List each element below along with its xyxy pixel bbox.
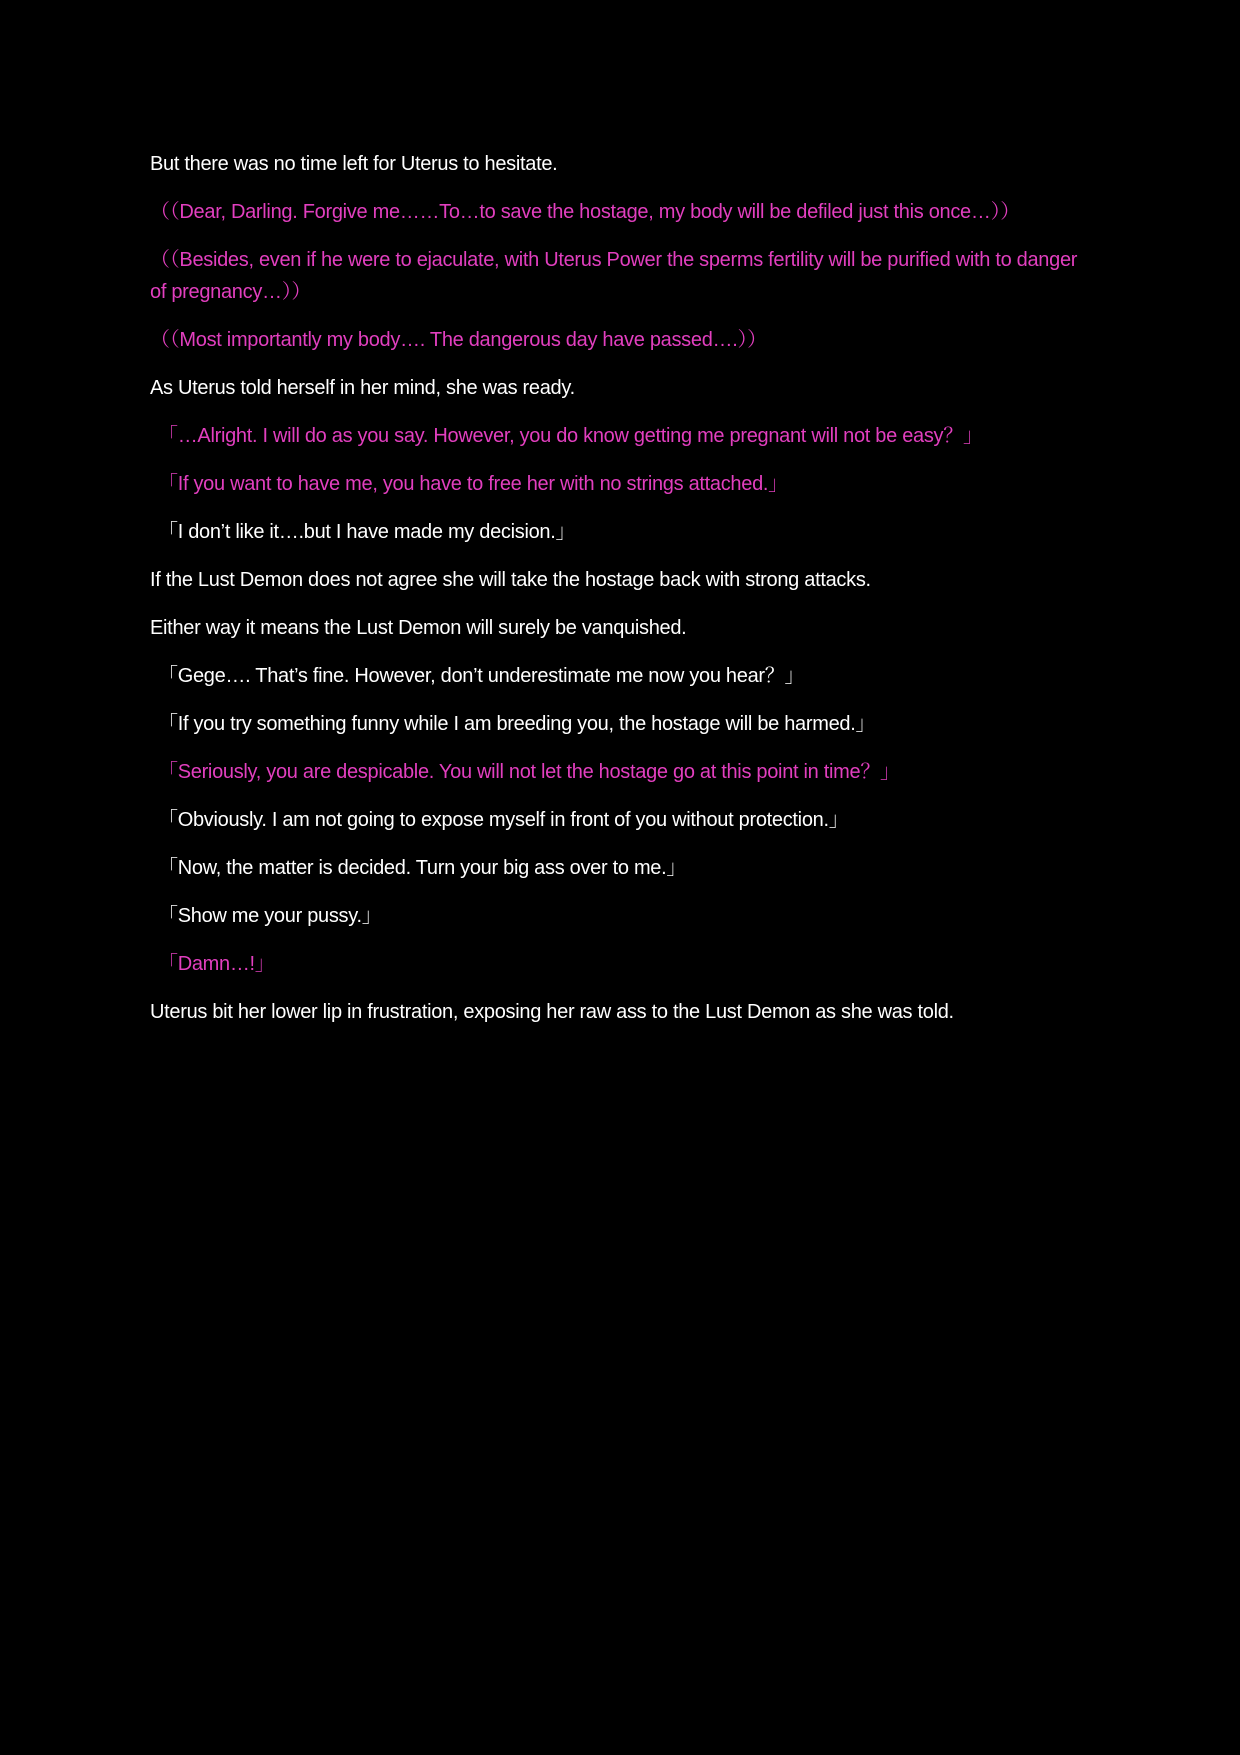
dialogue-paragraph: 「Now, the matter is decided. Turn your big ass over to me.」 [158, 857, 687, 879]
inner-thought-paragraph: （（Besides, even if he were to ejaculate, with Uterus Power the sperms fertility will be purified with to danger of pregnancy…）） [150, 249, 1078, 303]
dialogue-paragraph: 「…Alright. I will do as you say. However, you do know getting me pregnant will not be easy？」 [158, 425, 983, 447]
dialogue-paragraph: 「I don’t like it….but I have made my decision.」 [158, 521, 576, 543]
narration-paragraph: But there was no time left for Uterus to hesitate. [150, 153, 558, 175]
dialogue-paragraph: 「Seriously, you are despicable. You will not let the hostage go at this point in time？」 [158, 761, 900, 783]
dialogue-paragraph: 「Gege…. That’s fine. However, don’t underestimate me now you hear？」 [158, 665, 805, 687]
narration-paragraph: If the Lust Demon does not agree she will take the hostage back with strong attacks. [150, 569, 871, 591]
narration-paragraph: Either way it means the Lust Demon will surely be vanquished. [150, 617, 687, 639]
dialogue-paragraph: 「If you want to have me, you have to free her with no strings attached.」 [158, 473, 788, 495]
inner-thought-paragraph: （（Dear, Darling. Forgive me……To…to save the hostage, my body will be defiled just this once…）） [150, 201, 1020, 223]
dialogue-paragraph: 「If you try something funny while I am breeding you, the hostage will be harmed.」 [158, 713, 876, 735]
inner-thought-paragraph: （（Most importantly my body…. The dangerous day have passed….）） [150, 329, 767, 351]
dialogue-paragraph: 「Show me your pussy.」 [158, 905, 382, 927]
narration-paragraph: Uterus bit her lower lip in frustration, exposing her raw ass to the Lust Demon as she was told. [150, 1001, 954, 1023]
dialogue-paragraph: 「Obviously. I am not going to expose myself in front of you without protection.」 [158, 809, 849, 831]
narration-paragraph: As Uterus told herself in her mind, she was ready. [150, 377, 575, 399]
dialogue-paragraph: 「Damn…!」 [158, 953, 275, 975]
document-page [150, 148, 1090, 1044]
